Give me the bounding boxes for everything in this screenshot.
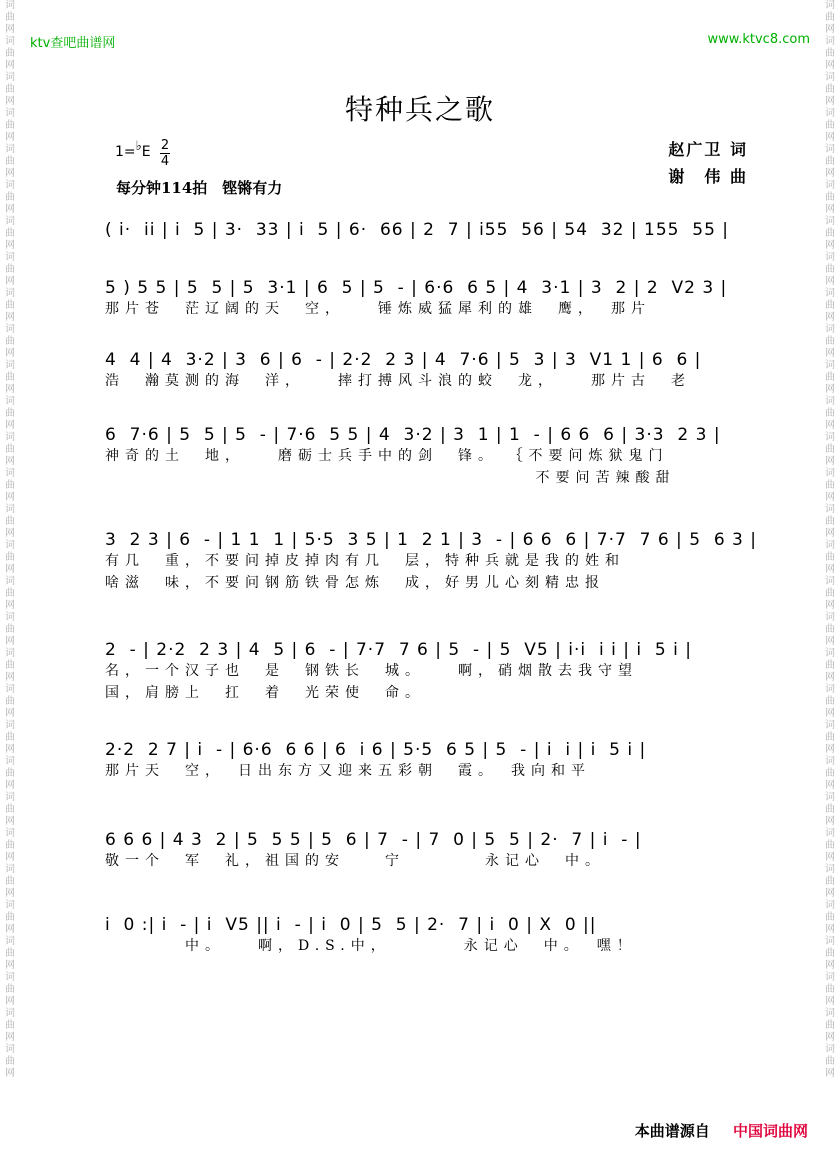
notation-line: 3 2 3 | 6 - | 1 1 1 | 5·5 3 5 | 1 2 1 | 3 - | 6 6 6 | 7·7 7 6 | 5 6 3 | bbox=[105, 530, 757, 550]
score-system bbox=[105, 415, 753, 489]
tempo-marking: 每分钟114拍 铿锵有力 bbox=[116, 179, 283, 197]
key-prefix: 1= bbox=[115, 144, 136, 160]
lyric-line: 中。 啊，D.S.中， 永记心 中。 嘿！ bbox=[105, 938, 637, 954]
flat-symbol: ♭ bbox=[135, 139, 142, 154]
lyric-line: 国，肩膀上 扛 着 光荣使 命。 bbox=[105, 685, 425, 701]
score-system bbox=[105, 340, 753, 392]
score-system bbox=[105, 905, 753, 957]
score-system bbox=[105, 630, 753, 704]
header-site-url[interactable]: www.ktvc8.com bbox=[707, 32, 810, 47]
meter-bottom: 4 bbox=[160, 154, 170, 169]
notation-line: 6 7·6 | 5 5 | 5 - | 7·6 5 5 | 4 3·2 | 3 1 | 1 - | 6 6 6 | 3·3 2 3 | bbox=[105, 425, 721, 445]
score-system bbox=[105, 210, 753, 240]
notation-line: ( i· ii | i 5 | 3· 33 | i 5 | 6· 66 | 2 7 | i55 56 | 54 32 | 155 55 | bbox=[105, 220, 730, 240]
footer-source-label: 本曲谱源自 bbox=[634, 1122, 710, 1140]
notation-line: 2 - | 2·2 2 3 | 4 5 | 6 - | 7·7 7 6 | 5 - | 5 V5 | i·i i i | i 5 i | bbox=[105, 640, 692, 660]
key-note: E bbox=[141, 144, 151, 160]
left-watermark: 词曲网词曲网词曲网词曲网词曲网词曲网词曲网词曲网词曲网词曲网词曲网词曲网词曲网词曲网词曲网词曲网词曲网词曲网词曲网词曲网词曲网词曲网词曲网词曲网词曲网词曲网词曲网词曲网词曲网词曲网 bbox=[5, 0, 15, 1079]
footer-source bbox=[635, 1120, 808, 1141]
lyric-line: 神奇的土 地， 磨砺士兵手中的剑 锋。 ｛不要问炼狱鬼门 bbox=[105, 448, 669, 464]
notation-line: 2·2 2 7 | i - | 6·6 6 6 | 6 i 6 | 5·5 6 5 | 5 - | i i | i 5 i | bbox=[105, 740, 647, 760]
lyric-line: 有几 重，不要问掉皮掉肉有几 层，特种兵就是我的姓和 bbox=[105, 553, 625, 569]
lyric-line: 那片苍 茫辽阔的天 空， 锤炼威猛犀利的雄 鹰， 那片 bbox=[105, 301, 651, 317]
lyric-line: 名，一个汉子也 是 钢铁长 城。 啊，硝烟散去我守望 bbox=[105, 663, 638, 679]
lyricist-credit: 赵广卫 词 bbox=[668, 140, 748, 159]
lyric-line: 那片天 空， 日出东方又迎来五彩朝 霞。 我向和平 bbox=[105, 763, 591, 779]
footer-site-link[interactable]: 中国词曲网 bbox=[732, 1122, 808, 1140]
composer-credit: 谢 伟 曲 bbox=[668, 167, 748, 186]
key-signature bbox=[115, 139, 151, 160]
right-watermark: 词曲网词曲网词曲网词曲网词曲网词曲网词曲网词曲网词曲网词曲网词曲网词曲网词曲网词曲网词曲网词曲网词曲网词曲网词曲网词曲网词曲网词曲网词曲网词曲网词曲网词曲网词曲网词曲网词曲网词曲网 bbox=[825, 0, 835, 1079]
notation-line: 5 ) 5 5 | 5 5 | 5 3·1 | 6 5 | 5 - | 6·6 6 5 | 4 3·1 | 3 2 | 2 V2 3 | bbox=[105, 278, 728, 298]
notation-line: 6 6 6 | 4 3 2 | 5 5 5 | 5 6 | 7 - | 7 0 | 5 5 | 2· 7 | i - | bbox=[105, 830, 642, 850]
notation-line: 4 4 | 4 3·2 | 3 6 | 6 - | 2·2 2 3 | 4 7·6 | 5 3 | 3 V1 1 | 6 6 | bbox=[105, 350, 702, 370]
score-system bbox=[105, 520, 757, 594]
meter-top: 2 bbox=[160, 138, 170, 153]
song-title: 特种兵之歌 bbox=[344, 93, 495, 126]
notation-line: i 0 :| i - | i V5 || i - | i 0 | 5 5 | 2· 7 | i 0 | X 0 || bbox=[105, 915, 597, 935]
score-system bbox=[105, 268, 753, 320]
lyric-line: 啥滋 味，不要问钢筋铁骨怎炼 成，好男儿心刻精忠报 bbox=[105, 575, 605, 591]
score-system bbox=[105, 820, 753, 872]
header-site-name[interactable]: ktv查吧曲谱网 bbox=[30, 36, 116, 51]
lyric-line: 浩 瀚莫测的海 洋， 摔打搏风斗浪的蛟 龙， 那片古 老 bbox=[105, 373, 691, 389]
lyric-line: 敬一个 军 礼，祖国的安 宁 永记心 中。 bbox=[105, 853, 605, 869]
lyric-line: 不要问苦辣酸甜 bbox=[105, 470, 676, 486]
time-signature bbox=[160, 138, 170, 169]
score-system bbox=[105, 730, 753, 782]
